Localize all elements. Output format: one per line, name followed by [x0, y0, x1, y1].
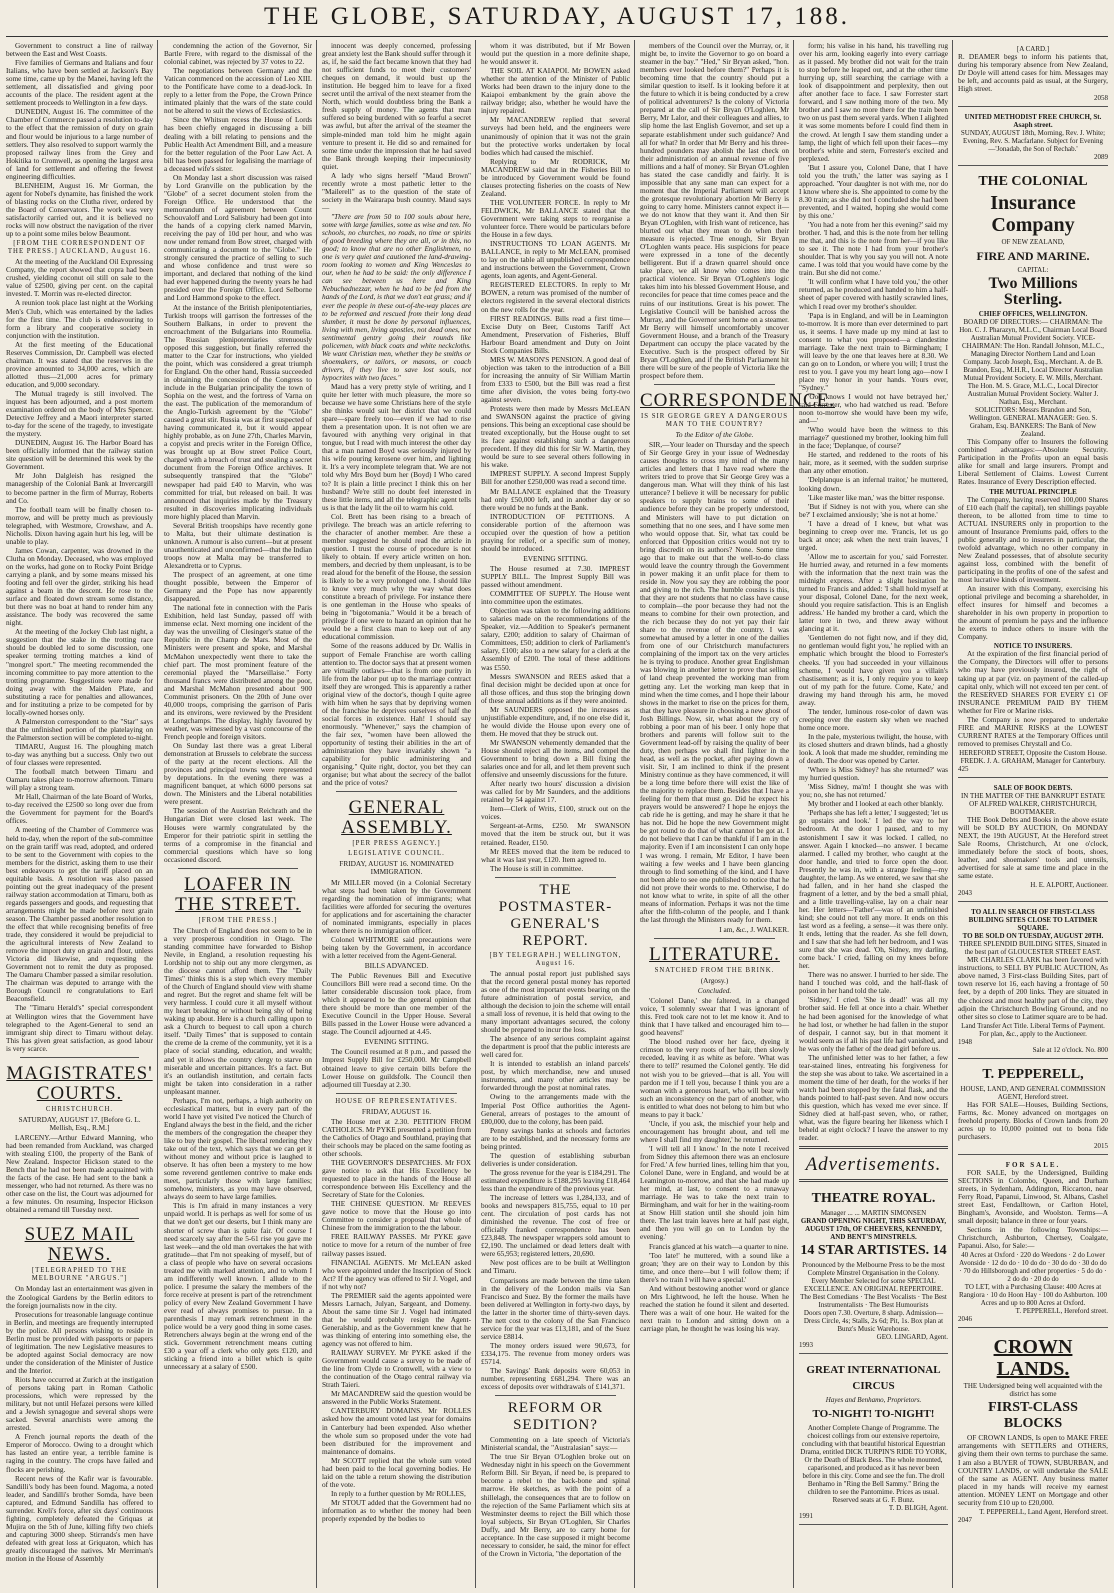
- article-paragraph: The negotiations between Germany and the Vatican commenced on the accession of Leo XIII. to the Pontificate have come to a dead-lock. In reply to a letter from the Pope, the Crown Prince intimated plainly that the wars of the state could not be altered to suit the views of Ecclesiastics.: [164, 66, 312, 116]
- article-paragraph: whom it was distributed, but if Mr Bowen would put the question in a more definite shape, he would answer it.: [481, 41, 630, 67]
- column-6: [799, 42, 948, 1587]
- book-debts-body: THE Book Debts and Books in the above estate will be SOLD BY AUCTION, On MONDAY NEXT, the 19th AUGUST, At the Hereford street Sale Rooms, Christchurch, At one o'clock, immediately before the stock of boots, shoes, leather, and shoemakers' tools and utensils, advertised for sale at same time and place in the same estate.: [958, 814, 1108, 881]
- article-paragraph: Item—Clerk of Writs, £100, struck out on the voices.: [481, 804, 630, 822]
- column-4: [481, 42, 630, 1587]
- article-paragraph: The PREMIER said the agents appointed were Messrs Larnach, Julyan, Sargeant, and Domeny. About the same time Sir J. Vogel had intimated that he would probably resign the Agent-Generalship, and as the Government knew that he was thinking of entering into something else, the agency was not offered to him.: [322, 1290, 471, 1349]
- insurance-body: The Company, having reserved 100,000 Shares of £10 each (half the capital), ten shillings payable thereon, to be allotted from time to time to ACTUAL INSURERS only in proportion to the amount of Insurance Premiums paid, offers to the public generally and to insurers in particular, the twofold advantage, which no other company in New Zealand possesses, that of absolute security against loss, combined with the benefit of participating in the profits of one of the safest and most lucrative kinds of investment.: [958, 494, 1108, 584]
- section-heading: LITERATURE.: [649, 943, 780, 965]
- article-paragraph: Five families of Germans and Italians and four Italians, who have been settled at Jackson's Bay some time, came up by the Manei, having left the settlement, all dissatisfied and giving poor accounts of the place. The resident agent at the settlement proceeds to Wellington in a few days.: [6, 58, 153, 108]
- letter-signature: I am, &c., J. WALKER.: [719, 924, 789, 934]
- article-paragraph: members of the Council over the Murray, or, it might be, to invite the Governor to go on board a steamer in the bay." "Hed," Sir Bryan asked, "hon. members ever looked before them?" Perhaps it is becoming time that the country should put a similar question to itself. Is it looking before it at the future to which it is being conducted by a crew of political adventurers? Is the colony of Victoria prepared at the call of Sir Bryan O'Loghlen, Mr Berry, Mr Lalor, and their colleagues and allies, to slip home the last English Governor, and set up a separate establishment under such guidance? And all for what? In order that Mr Berry and his three-hundred pounders may abolish the last check on their administration of an annual revenue of five millions and a half of money. Sir Bryan O'Loghlen has stated the case candidly and fairly. It is impossible that any sane man can expect for a moment that the Imperial Parliament will accept the grotesque revolutionary abortion Mr Berry is going to carry home. Ministers cannot expect it—we do not know that they want it. And then Sir Bryan O'Loghlen, with Irish want of reticence, has blurted out what they mean to do when their measure is rejected. True enough, Sir Bryan O'Loghlen wants peace. His suspicions for peace were expressed in a tone of the decently belligerent. But if a drawn quarrel should once take place, we all know who comes into the practical violence. Sir Bryan O'Loghlen's logic takes him into his blessed Government House, and reconciles for peace that time comes peace and the ruins of our institutions. Great is his power. The Legislative Council will be banished across the Murray, and the Governor sent home on a steamer. Mr Berry will himself uncomfortably uncover Government House, and a branch of the Treasury Department can occupy the place vacated by the Executive. Such is the prospect offered by Sir Bryan O'Loghlen, and if the British Parliament hit there will be sure of the people of Victoria like the prospect before them.: [640, 41, 789, 380]
- article-paragraph: The absence of any serious complaint against the department is proof that the public interests are well cared for.: [481, 1034, 630, 1060]
- article-paragraph: LARCENY.—Arthur Edward Manning, who had been remanded from Auckland, was charged with stealing £100, the property of the Bank of New Zealand. Inspector Hickson stated to the Bench that he had not been made acquainted with the facts of the case. He had sent to the bank a messenger, who had not returned. As there was no other case on the list, the Court was adjourned for a few minutes. On resuming, Inspector Hickson obtained a remand till Tuesday next.: [6, 1132, 153, 1215]
- article-paragraph: The football team will be finally chosen to-morrow, and will be pretty much as previously telegraphed, with Westmore, Crowshaw, and A. Nicholls. Dixon having again hurt his leg, will be unable to play.: [6, 504, 153, 546]
- section-caption: FRIDAY, AUGUST 16. NOMINATED IMMIGRATION.: [339, 859, 454, 877]
- insurance-solicitors: SOLICITORS: Messrs Brandon and Son, Wellington. GENERAL MANAGER: Geo. S. Graham, Esq. BANKERS: The Bank of New Zealand.: [968, 406, 1098, 439]
- insurance-subtitle: OF NEW ZEALAND,: [1001, 238, 1065, 247]
- section-rule: [799, 1146, 948, 1149]
- masthead-rule: [6, 36, 1108, 37]
- for-sale-signature: T. PEPPERELL, Hereford street.: [1015, 1307, 1108, 1316]
- article-paragraph: The national fete in connection with the Paris Exhibition, held last Sunday, passed off with immense eclat. Next morning one incident of the day was the unveiling of Clesinger's statue of the Republic in the Champ de Mars. Most of the Ministers were present and spoke, and Marshal McMahon unexpectedly went there to take the chief part. The most prominent feature of the ceremonial played the "Marseillaise." Forty thousand francs were distributed among the poor, and Marshal McMahon presented about 900 Communist prisoners. On the 20th of June over 40,000 troops, comprising the garrison of Paris and its environs, were reviewed by the President at Longchamps. The display, highly favoured by weather, was witnessed by a vast concourse of the French people and foreign visitors.: [164, 603, 312, 741]
- article-paragraph: There was no answer. I hurried to her side. The hand I touched was cold, and the half-flask of poison in her hand told the tale.: [799, 970, 948, 996]
- article-paragraph: RAILWAY SURVEY. Mr PYKE asked if the Government would cause a survey to be made of the line from Clyde to Cromwell, with a view to the continuation of the Otago central railway via Strath Taieri.: [322, 1348, 471, 1390]
- article-paragraph: The Savings' Bank deposits were 60,053 in number, representing £681,294. There was an excess of deposits over withdrawals of £141,371.: [481, 1366, 630, 1392]
- circus-agent: T. D. BLIGH, Agent.: [888, 1504, 948, 1513]
- column-7-advertisements: [958, 42, 1108, 1587]
- building-sites-head: TO ALL IN SEARCH OF FIRST-CLASS BUILDING SITES CLOSE TO LATIMER SQUARE.: [968, 908, 1098, 933]
- article-paragraph: Since the Whitsun recess the House of Lords has been chiefly engaged in discussing a bill dealing with a bill relating to pensions and the Public Health Act Amendment Bill, and a measure for the better regulation of the Poor Law Act. A bill has been passed for legalising the marriage of a deceased wife's sister.: [164, 115, 312, 173]
- column-rule: [634, 40, 635, 1588]
- section-caption: SATURDAY, AUGUST 17. [Before G. L. Mellish, Esq., R.M.]: [18, 1114, 141, 1132]
- card-advert-body: R. DEAMER begs to inform his patients that, during his temporary absence from New Zealand, Dr Doyle will attend cases for him. Messages may be left, and accounts paid as usual, at the Surgery, High street.: [958, 52, 1108, 94]
- circus-title: GREAT INTERNATIONAL CIRCUS: [806, 1364, 941, 1393]
- article-paragraph: Messrs SWANSON and REES asked that a final decision might be decided upon at once for all those offices, and thus stop the bringing down of these annual additions as if they were anointed.: [481, 671, 630, 705]
- section-rule: [799, 1179, 948, 1182]
- article-paragraph: INTRODUCTION OF PETITIONS. A considerable portion of the afternoon was occupied over the question of how a petition praying for relief, or a specific sum of money, should be introduced.: [481, 511, 630, 553]
- article-paragraph: The Church of England does not seem to be in a very prosperous condition in Otago. The standing committee have forwarded to Bishop Nevile, in England, a resolution requesting his Lordship not to ship out any more clergymen, as the diocese cannot afford them. The "Daily Times" thinks this is a step which every member of the Church of England should view with shame and regret. But the regret and shame felt will be very harmless. I could cure it all myself without my heart breaking or without being shy of being waking up about. Here is a church calling upon to ask a Church to bequest to call upon a church itself. "Daily Times" that is supposed to contain the creme de la creme of the community, yet it is a place of social standing, education, and wealth; and yet it allows the country clergy to starve on miserable and uncertain pittances. It's a fact. But it's an outlandish institution, and certain facts might be taken into consideration in a rather unpleasant manner.: [164, 925, 312, 1096]
- circus-proprietors: Hayes and Benhamo, Proprietors.: [825, 1396, 922, 1405]
- article-paragraph: MRS W. MASON'S PENSION. A good deal of objection was taken to the introduction of a Bill for increasing the annuity of Sir William Martin from £333 to £500, but the Bill was read a first time after division, the votes being forty-two against seven.: [481, 354, 630, 405]
- article-paragraph: Mr STOUT added that the Government had no information as to whether the money had been properly expended by the bodies to: [322, 1497, 471, 1524]
- article-paragraph: TIMARU, August 16. The ploughing match to-day was anything but a success. Only two out of four classes were represented.: [6, 741, 153, 768]
- article-paragraph: THE SOIL AT KAIAPOI. Mr BOWEN asked whether the attention of the Minister of Public Works had been drawn to the injury done to the Kaiapoi embankment by the grain above the railway bridge; also, whether he would have the injury repaired.: [481, 66, 630, 116]
- article-paragraph: 'Where is Miss Sidney? has she returned?' was my hurried question.: [799, 765, 948, 783]
- section-rule: [336, 1093, 457, 1094]
- church-advert-head: UNITED METHODIST FREE CHURCH, St. Asaph street.: [964, 113, 1102, 130]
- section-rule: [20, 1057, 139, 1058]
- article-paragraph: Government to construct a line of railway between the East and West Coasts.: [6, 41, 153, 59]
- article-paragraph: Mr SWANSON vehemently demanded that the House should reject all the items, and compel the Government to bring down a Bill fixing the salaries once and for all, and let them prevent such offensive and unseemly discussions for the future.: [481, 737, 630, 780]
- section-subheading: [BY TELEGRAPH.] WELLINGTON, August 16.: [489, 951, 622, 967]
- article-paragraph: And without bestowing another word or glance on Mrs Lightwood, he left the house. When he reached the station he found it silent and deserted. There was a wait of one hour. He waited for the next train to London and sitting down on a carriage plan, he thought he was losing his way.: [640, 1283, 789, 1333]
- article-paragraph: The annual postal report just published says that the record general postal money has reported as one of the most important events bearing on the future administration of postal service, and although the decision to join the scheme will entail a small loss of revenue, it is held that owing to the many important advantages secured, the colony should be prepared to incur the loss.: [481, 968, 630, 1035]
- advert-number: 1993: [799, 1341, 813, 1350]
- article-paragraph: Comparisons are made between the time taken in the delivery of the London mails via San Francisco and Suez. By the former the mails have been delivered at Wellington in forty-two days, by the latter in the shorter time of thirty-seven days. The nett cost to the colony of the San Francisco service for the year was £13,181, and of the Suez service £8814.: [481, 1275, 630, 1341]
- article-paragraph: Some of the reasons adduced by Dr. Wallis in support of Female Franchise are worth calling attention to. The doctor says that at present women are virtually outlaws—that is from one purity in life from the labor put up to the marriage contract itself they are wronged. This is apparently a rather original view of the doctor's, though I quite agree with him when he says that by depriving women of the franchise he deprives ourselves of half the social forces in existence. Hah! I should say enormously. "Whenever," says the champion of the fair sex, "women have been allowed the opportunity of testing their abilities in the art of administration they have invariably shown "a capability for public administering and organising." Quite right, doctor, you bet they can organise; but what about the secrecy of the ballot and the price of votes?: [322, 641, 471, 788]
- advert-number: 1948: [958, 1037, 972, 1046]
- insurance-address: HEREFORD STREET, Opposite the Custom House. FREDK. J. A. GRAHAM, Manager for Canterbury.: [959, 748, 1107, 765]
- article-paragraph: 'Too late!' he muttered, with a sound like a groan; 'they are on their way to London by this time, and once there—but I will follow them; if there's no train I will have a special.': [640, 1250, 789, 1284]
- article-paragraph: Mr MACANDREW replied that several surveys had been held, and the engineers were unanimously of opinion that it was not the grain but the protective works undertaken by local bodies which had caused the mischief.: [481, 115, 630, 157]
- insurance-body: This Company offer to Insurers the following combined advantages:—Absolute Security. Participation in the Profits upon an equal basis alike for small and large insurers. Prompt and Liberal Settlement of Claims. Lowest Current Rates. Insurance of Every Description effected.: [958, 437, 1108, 487]
- insurance-board: BOARD OF DIRECTORS:— CHAIRMAN: The Hon. C. J. Pharazyn, M.L.C., Chairman Local Board Australian Mutual Provident Society. VICE-CHAIRMAN: The Hon. Randall Johnson, M.L.C., Managing Director Northern Land and Loan Company. Jacob Joseph, Esq., Merchant. A. de B. Brandon, Esq., M.H.R., Local Director Australian Mutual Provident Society. E. W. Mills, Merchant. The Hon. M. S. Grace, M.L.C., Local Director Australian Mutual Provident Society. Walter J. Nathan, Esq., Merchant.: [959, 318, 1107, 407]
- article-paragraph: The "Timaru Herald's" special correspondent at Wellington wires that the Government have telegraphed to the Agent-General to send an immigrant ship direct to Timaru without delay. This has given great satisfaction, as good labour is very scarce.: [6, 1003, 153, 1053]
- church-advert: [958, 110, 1108, 166]
- advert-number: 1991: [799, 1512, 813, 1521]
- article-paragraph: 'Miss Sidney, ma'm! I thought she was with you; no, she has not returned.': [799, 782, 948, 800]
- article-paragraph: New post offices are to be built at Wellington and Timaru.: [481, 1258, 630, 1276]
- article-paragraph: 'Like master like man,' was the bitter response.: [808, 492, 945, 502]
- article-paragraph: CANTERBURY DOMAINS. Mr ROLLES asked how the amount voted last year for domains in Canterbury had been expended. Also whether the whole sum so proposed under the vote had been distributed for the improvement and maintenance of domains.: [322, 1406, 471, 1456]
- article-paragraph: The football match between Timaru and Oamaru takes place to-morrow afternoon. Timaru will play a strong team.: [6, 767, 153, 793]
- article-paragraph: Replying to Mr RODRICK, Mr MACANDREW said that in the Fisheries Bill to be introduced by Government would be found clauses protecting fisheries on the coasts of New Zealand.: [481, 156, 630, 198]
- article-paragraph: 'I have a dread of I knew, but what was beginning to creep over me. 'Francis, let us go back at once; ask when the next train leaves,' I urged.: [799, 518, 948, 552]
- dateline: [FROM THE CORRESPONDENT OF THE PRESS.] AUCKLAND, August 16.: [7, 240, 152, 256]
- advert-number: 425: [958, 764, 969, 773]
- insurance-title-2: Insurance Company: [990, 192, 1076, 237]
- article-paragraph: Mr SCOTT replied that the whole sum voted had been paid to the local governing bodies. He laid on the table a return showing the distribution of the vote.: [322, 1455, 471, 1489]
- advert-number: 2015: [1094, 1141, 1108, 1150]
- section-caption: Concluded.: [697, 986, 732, 996]
- article-paragraph: The tender, luminous rose-color of dawn was creeping over the eastern sky when we reached home once more.: [799, 706, 948, 732]
- section-caption: (Argosy.): [700, 976, 729, 986]
- building-sites-sale: Sale at 12 o'clock. No. 800: [1032, 1045, 1108, 1054]
- book-debts-advert: [958, 781, 1108, 902]
- article-paragraph: Owing to the arrangements made with the Imperial Post Office authorities the Agent-General, arrears of postages to the amount of £80,000, due to the colony, has been paid.: [481, 1092, 630, 1126]
- article-paragraph: THE VOLUNTEER FORCE. In reply to Mr FELDWICK, Mr BALLANCE stated that the Government were taking steps to reorganise a volunteer force. There would be particulars before the House in a few days.: [481, 197, 630, 240]
- article-paragraph: The Mutual tragedy is still involved. The inquest has been adjourned, and a post mortem examination ordered on the body of Mrs Spencer. Detective Jeffrey and a Maori interpreter started to-day for the scene of the tragedy, to investigate the mystery.: [6, 388, 153, 439]
- for-sale-advert: [958, 1158, 1108, 1328]
- article-paragraph: A Palmerston correspondent to the "Star" says that the unfinished portion of the platelaying on the Palmerston section will be completed to-night.: [6, 716, 153, 742]
- article-paragraph: 'Papa is in England, and will be in Leamington to-morrow. It is more than ever determined to part us, it seems. I have made up my mind at last to consent to what you proposed—a clandestine marriage. Take the next train to Birmingham; I will leave by the one that leaves here at 8.30. We can go on to London, or where you will; I trust the rest to you. I gave you my heart long ago—now I place my honor in your hands. Yours ever, "Sydney.": [799, 310, 948, 392]
- book-debts-head: SALE OF BOOK DEBTS.: [993, 783, 1073, 792]
- insurance-mutual-heading: THE MUTUAL PRINCIPLE: [989, 487, 1077, 496]
- for-sale-let: TO LET, with a Purchasing Clause: 400 Acres at Rangiora · 10 do Hoon Hay · 100 do Ashburton. 100 Acres and up to 800 Acres at Oxford.: [959, 1283, 1107, 1308]
- article-paragraph: He started, and reddened to the roots of his hair, more, as it seemed, with the sudden surprise than any other emotion.: [799, 450, 948, 476]
- insurance-body: An insurer with this Company, exercising his optional privilege and becoming a shareholder, in effect insures for himself and becomes a shareholder in his own property in proportion to the amount of premium he pays and the influence he exerts to induce others to insure with the Company.: [958, 584, 1108, 642]
- article-paragraph: Francis glanced at his watch—a quarter to nine.: [649, 1241, 789, 1251]
- for-sale-body: Sections in the following Townships:—Christchurch, Ashburton, Chertsey, Coalgate, Papanui. Also, for Sale:—: [958, 1225, 1108, 1251]
- section-heading: GENERAL ASSEMBLY.: [341, 797, 452, 839]
- article-paragraph: After nearly two hours' discussion a division was called for by Mr Saunders, and the additions retained by 54 against 17.: [481, 779, 630, 805]
- section-subheading: [TELEGRAPHED TO THE MELBOURNE "ARGUS."]: [31, 1267, 128, 1283]
- section-rule: [178, 868, 298, 869]
- article-paragraph: THE CHINESE QUESTION. Mr REEVES gave notice to move that the House go into Committee to consider a proposal that whole of Chinese from the immigration to the the labour.: [322, 1199, 471, 1233]
- section-caption: EVENING SITTING.: [364, 1037, 429, 1047]
- theatre-stars: 14 STAR ARTISTES. 14: [800, 1243, 947, 1259]
- article-paragraph: The House resumed at 7.30. IMPREST SUPPLY BILL. The Imprest Supply Bill was passed without amendment.: [481, 563, 630, 590]
- section-caption: FRIDAY, AUGUST 16.: [361, 1106, 432, 1116]
- theatre-manager: Manager ... ... MARTIN SIMONSEN: [820, 1209, 927, 1218]
- article-paragraph: 'But I assure you, Colonel Dane, that I have told you the truth,' the latter was saying as I approached. 'Your daughter is not with me, nor do I know where she is. She appointed to come by the 8.30 train; as she did not I concluded she had been prevented, and I waited, hoping she would come by this one.': [799, 162, 948, 220]
- column-1: [6, 42, 153, 1587]
- crown-lands-first-class: FIRST-CLASS BLOCKS: [988, 1400, 1078, 1432]
- article-paragraph: SIR,—Your leader on Thursday and the speech of Sir George Grey in your issue of Wednesday causes thoughts to cross my mind of the many articles and letters that I have read where the writers tried to prove that Sir George Grey was a dangerous man. What will they think of his last utterance? I believe it will be necessary for public speakers to supply brains to some of their audience before they can be properly understood, and Ministers will have to put dictation on something that no one sees, and I have some men who would oppose that. Sir, what tax could be enforced that Opposition critics would not try to bring discredit on its authors? None. Some time ago that to make out that the well-to-do class would leave the country through the Government in power making it an unfit place for them to reside in. Now you say they are robbing the poor and giving to the rich. The humble cousins is this, that they are not students that no class have cause to complain—the poor because they had not the means to combine for their own protection, and the rich because they do not yet pay their fair share to the revenue of the country. I was somewhat amused by a letter in one of the dailies from one of our Christchurch manufacturers complaining of the import tax on the very articles he is trying to produce. Another great Englishman was blowing in another letter to prove that selling of land cheap prevented the working man from getting any. Let the working man keep that in mind when the time comes, and I hope their labour shows in the market to rise on the prices for them, that they have pleasure in choosing a new ghost of Josh Billings. Now, sir, what about the cry of robbing a poor man of his beer. I only hope that brothers and parents will follow suit to the Government lead-off by raising the quality of beer duty, then perhaps we shall find lighter in the head, as well as the pocket, after paying down a visit. Sir, I am inclined to think if the present Ministry continue as they have commenced, it will be a long time before there will exist the like of the majority to replace them. Besides that I have a feeling for them that must go. Did he expect his prayers would be answered? I hope he enjoys the cab ride he is getting, and may he share it that he has not. Did he hope the new Government might be got round to do that of what cannot be got at. I do not believe that I can be thankful if I am in the majority. Even if I am inconsistent I can only hope I was wrong. I remain, Mr Editor, I have been waiting a few weeks and I have been glancing through to find something of the kind, and I have not been able to see one published to notice that he did not prove their words to me. Otherwise, I do not know what to write, in spite of all the other means of information. Perhaps it was not the time after the fifth-column of the people, and I thank the last through the Ministers ready for them.: [640, 440, 789, 924]
- column-rule: [475, 40, 476, 1588]
- theatre-agent: GEO. LINGARD, Agent.: [876, 1333, 948, 1342]
- article-paragraph: On Monday last a short discussion was raised by Lord Granville on the publication by the "Globe" of a secret document stolen from the Foreign Office. He understood that the memorandum of agreement between Count Schouvaloff and Lord Salisbury had been got into the hands of a copying clerk named Marvin, receiving the pay of 10d per hour, and who was now under remand from Bow street, charged with communicating a document to the "Globe." He strongly censured the practice of selling to such and whose confidence and trust were so important, and declared that nothing of the kind had ever happened during the twenty years he had presided over the Foreign Office. Lord Selborne and Lord Hammond spoke to the effect.: [164, 172, 312, 303]
- article-paragraph: The Public Revenues Bill and Executive Councillors Bill were read a second time. On the latter considerable discussion took place, from which it appeared to be the general opinion that there should be more than one member of the Executive Council in the Upper House. Several Bills passed in the Lower House were advanced a stage. The Council adjourned at 4.45.: [322, 971, 471, 1037]
- article-paragraph: The blood rushed over her face, dyeing it crimson to the very roots of her hair, then slowly receded, leaving it as white as before. 'What was there to tell?' resumed the Colonel gently. 'He did not wish you to be grieved—that is all. You will pardon me if I tell you, because I think you are a woman with a generous heart, who will bear with such an inconsistency on the part of another, who is entitled to what does not belong to him but who means to pay it back.': [640, 1037, 789, 1119]
- article-paragraph: The money orders issued were 90,673, for £334,175. The revenue from money orders was £5714.: [481, 1340, 630, 1366]
- article-paragraph: On Monday last an entertainment was given in the Zoological Gardens by the Berlin editors to the foreign journalists now in the city.: [6, 1284, 153, 1310]
- article-paragraph: REGISTERED ELECTORS. In reply to Mr BOWEN, a return was promised of the number of electors registered in the several electoral districts on the new rolls for the year.: [481, 280, 630, 314]
- article-paragraph: It is intended to establish an inland parcels' post, by which merchandise, new and unused instruments, and many other articles may be forwarded through the post at nominal rates.: [481, 1059, 630, 1093]
- article-paragraph: Protests were then made by Messrs McLEAN and SWANSON against the practice of giving pensions. This being an exceptional case should be treated exceptionally, but the House ought to set its face against establishing such a dangerous precedent. If they did this for Sir W. Martin, they would be sure to see several others following in his wake.: [481, 404, 630, 470]
- building-sites-body: MR CHARLES CLARK has been favored with instructions, to SELL BY PUBLIC AUCTION, As above named, 3 First-class Building Sites, part of town reserve lot 16, each having a frontage of 50 feet, by a depth of 200 links. They are situated in the choicest and most healthy part of the city, they adjoin the Christchurch Bowling Ground, and no other sites so close to Latimer square are to be had.: [958, 955, 1108, 1021]
- article-paragraph: 'Sidney,' I cried. 'She is dead!' was all my brother said. He fell at once into a chair. Whether he had been agonised for the knowledge of what he had lost, or whether he had fallen in the stupor of despair, I cannot say, but in that moment it would seem as if all his past life had vanished, and he was only the father of the dead girl before us.: [799, 995, 948, 1053]
- section-rule: [495, 877, 616, 878]
- article-paragraph: 'It will confirm what I have told you,' the other returned, as he produced and handed to him a half-sheet of paper covered with hastily scrawled lines, which I read over my brother's shoulder.: [799, 277, 948, 311]
- section-subheading: [PER PRESS AGENCY.]: [352, 840, 441, 848]
- article-paragraph: In the pale, mysterious twilight, the house, with its closed shutters and drawn blinds, had a ghostly look. A look that made me shudder, reminding me of death. The door was opened by Carter.: [799, 731, 948, 766]
- pepperell-advert: [958, 1062, 1108, 1155]
- article-paragraph: Mr MACANDREW said the question would be answered in the Public Works Statement.: [322, 1389, 471, 1407]
- article-paragraph: A French journal reports the death of the Emperor of Morocco. Owing to a drought which has lasted an entire year, a terrible famine is raging in the country. The crops have failed and flocks are perishing.: [6, 1432, 153, 1474]
- crown-lands-advert: [958, 1331, 1108, 1527]
- article-paragraph: COMMITTEE OF SUPPLY. The House went into committee upon the estimates.: [481, 589, 630, 607]
- pepperell-sub: HOUSE, LAND, AND GENERAL COMMISSION AGENT, Hereford street.: [960, 1084, 1106, 1101]
- article-paragraph: At the instance of the British plenipotentiaries, Turkish troops will garrison the fortresses of the Southern Balkans, in order to prevent the encroachment of the Bulgarians into Roumelia. The Russian plenipotentiaries strenuously opposed this suggestion, but finally referred the matter to the Czar for instructions, who yielded the point, which was considered a great triumph for England. On the other hand, Russia succeeded in obtaining the concession of the Congress to include in the Bulgarian principality the town of Sophia on the west, and the fortress of Varna on the east. The publication of the memorandum of the Anglo-Turkish agreement by the "Globe" caused a great stir. Russia was at first suspected of having communicated it, but it would appear highly probable, as on June 27th, Charles Marvin, a copyist and precis writer in the Foreign Office, was brought up at Bow street Police Court, charged with a breach of trust and stealing a secret document from the Foreign Office archives. It subsequently transpired that the "Globe" newspaper had paid £40 to Marvin, who was committed for trial, but released on bail. It was announced that inquiries made by the Treasury resulted in discoveries implicating individuals more highly placed than Marvin.: [164, 302, 312, 521]
- article-paragraph: 'Allow me to ascertain for you,' said Forrester. He hurried away, and returned in a few moments with the information that the next train was the midnight express. After a slight hesitation he turned to Francis and added: 'I shall hold myself at your disposal, Colonel Dane, for the next week, should you require satisfaction. This is an English address.' He handed my brother a card, which the latter tore in two, and threw away without glancing at it.: [799, 551, 948, 634]
- article-paragraph: Mr John Dalgleish has resigned the managership of the Colonial Bank at Invercargill to become partner in the firm of Murray, Roberts and Co.: [6, 471, 153, 505]
- building-sites-advert: [958, 905, 1108, 1058]
- section-heading: LOAFER IN THE STREET.: [175, 873, 301, 915]
- article-paragraph: A meeting of the Chamber of Commerce was held to-day, when the report of the sub-committee on the grain tariff was read, adopted, and ordered to be sent to the Government with copies to the members for the district, asking them to use their best endeavours to get the tariff placed on an equitable basis. A resolution was also passed pointing out the great inadequacy of the present railway station accommodation at Timaru, both as regards passengers and goods, and requesting that arrangements might be made before next grain season. The Chamber passed another resolution to the effect that while recognising benefits of free trade, they considered it would be prejudicial to the agricultural interests of New Zealand to remove the import duty on grain and flour, unless Victoria did likewise, and requesting the Government not to remit the duty as proposed. The Oamaru Chamber passed a similar resolution. The chairman was deputed to arrange with the Borough Council re congratulations to Earl Beaconsfield.: [6, 825, 153, 1004]
- theatre-subtitle: GRAND OPENING NIGHT, THIS SATURDAY, AUGUST 17th, OF CHEEVERS, KENNEDY, AND BENT'S MINSTRELS.: [800, 1217, 947, 1242]
- building-sites-sub2: THREE SPLENDID BUILDING SITES, Situated in the best part of GLOUCESTER STREET EAST.: [959, 940, 1107, 957]
- article-paragraph: BLENHEIM, August 16. Mr Gorman, the agent for Nobel's dynamite, has finished the work of blasting rocks on the Clutha river, ordered by the Board of Conservators. The work was very satisfactorily carried out, and it is believed no rocks will now obstruct the navigation of the river up to a point some miles below Beaumont.: [6, 180, 153, 239]
- theatre-title: THEATRE ROYAL.: [811, 1191, 936, 1207]
- article-paragraph: Objection was taken to the following additions to salaries made on the recommendations of the Speaker, viz.—Addition to Speaker's permanent salary, £200; addition to salary of Chairman of Committees, £50; addition to clerk of Parliament's salary, £100; also to a new salary for a clerk at the Assembly of £200. The total of these additions was £550.: [481, 606, 630, 672]
- article-paragraph: My brother and I looked at each other blankly.: [808, 799, 944, 809]
- insurance-advert: [958, 169, 1108, 778]
- theatre-doors: Doors open 7.30. Overture, 8 sharp. Admission—Dress Circle, 4s; Stalls, 2s 6d; Pit, 1s. Box plan at Bunz's Music Warehouse.: [803, 1309, 944, 1334]
- article-paragraph: 'Colonel Dane,' she faltered, in a changed voice, 'I solemnly swear that I was ignorant of this. Fred took care not to let me know it. And to think that I have talked and encouraged him to—good heavens!': [640, 996, 789, 1038]
- article-paragraph: condemning the action of the Governor, Sir Bartle Frere, with regard to the dismissal of the colonial cabinet, was rejected by 37 votes to 22.: [164, 41, 312, 67]
- article-paragraph: The Council resumed at 8 p.m., and passed the Imprest Supply Bill for £250,000. Mr Campbell obtained leave to give certain bills before the Lower House on guildsfolk. The Council then adjourned till Tuesday at 2.30.: [322, 1047, 471, 1089]
- column-rule: [952, 40, 953, 1588]
- article-paragraph: A reunion took place last night at the Working Men's Club, which was entertained by the ladies for the first time. The club is endeavouring to form a library and cooperative society in conjunction with the institution.: [6, 298, 153, 340]
- column-3: [322, 42, 471, 1587]
- article-paragraph: INSTRUCTIONS TO LOAN AGENTS. Mr BALLANCE, in reply to Mr McLEAN, promised to lay on the table all unpublished correspondence and instructions between the Government, Crown agents, loan agents, and Agent-General.: [481, 239, 630, 281]
- advert-number: 2058: [1094, 94, 1108, 103]
- article-paragraph: IMPREST SUPPLY. A second Imprest Supply Bill for another £250,000 was read a second time.: [481, 469, 630, 487]
- pepperell-body: Has FOR SALE—Houses, Building Sections, Farms, &c. Money advanced on mortgages on freehold property. Blocks of Crown lands from 20 acres up to 10,000 pointed out to bona fide purchasers.: [958, 1099, 1108, 1141]
- card-advert-head: [A CARD.]: [1016, 45, 1050, 53]
- article-paragraph: In reply to a further question by Mr ROLLES,: [331, 1488, 466, 1498]
- article-paragraph: 'You had a note from her this evening?' said my brother. 'I had, and this is the note from her telling me that, and this is the note from her—if you like to see it. The note I had from your brother's shoulder. That is why you say you will not. A note came. I was told that you would have come by the train. But she did not come.': [799, 220, 948, 278]
- article-paragraph: 'Perhaps she has left a letter,' I suggested; 'let us go upstairs and look.' I led the way to her bedroom. At the door I paused, and to my astonishment I saw it was locked. I called, no answer. Again I knocked—no answer. I became alarmed. I called my brother, who caught at the door handle, and tried to force open the door. Presently he was in, with a strange feeling—my daughter, the lamp. As we entered, we saw that she had fallen, and in her hand she clasped the fragment of a letter, and by the bed a small phial, and a little travelling-valise, lay on a chair near her. Her letters—'Father'—was of an unfinished kind; she could not tell any more. It ends on this last word as a feeling, a sense—it was there only. It ends, letting that the reader. As she fell down, and I saw that she had left her bedroom, and I was sure that she was dead. 'Oh, Sidney, my darling, come back.' I cried, falling on my knees before her.: [799, 808, 948, 971]
- section-subheading: HOUSE OF REPRESENTATIVES.: [335, 1097, 458, 1105]
- section-rule: [336, 791, 457, 792]
- article-paragraph: At the meeting of the Auckland Oil Expressing Company, the report showed that copra had been crushed, yielding coconut oil still on sale to the value of £2500, giving per cent. on the capital invested. T. Morrin was re-elected director.: [6, 257, 153, 299]
- article-paragraph: On Sunday last there was a great Liberal demonstration at Brussels to celebrate the success of the party at the recent elections. All the provinces and principal towns were represented by deputations. In the evening there was a magnificent banquet, at which 6000 persons sat down. The Ministers and the Liberal notabilities were present.: [164, 741, 312, 807]
- column-2: [164, 42, 312, 1587]
- section-subheading: CHRISTCHURCH.: [45, 1105, 114, 1113]
- section-subheading: LEGISLATIVE COUNCIL.: [348, 850, 445, 858]
- article-paragraph: The true Sir Bryan O'Loghlen broke out on Wednesday night in his speech on the Government Reform Bill. Sir Bryan, if need be, is prepared to become a rebel to the back-bone and spinal marrow. He sketches, as with the point of a shillelagh, the consequences that are to follow on the rejection of the Same Parliament which sits at Westminster deems to reject the Bill which those loyal subjects, Sir Bryan O'Loghlen, Sir Charles Duffy, and Mr Berry, are to carry home for acceptance. In the case supposed it might become necessary to consider, he said, the minor for effect of the Crown in Victoria, "the deportation of the: [481, 1452, 630, 1558]
- article-paragraph: A lady who signs herself "Maud Brown" recently wrote a most pathetic letter to the "Mailerell" as to the question of the state of society in the Wairarapa bush country. Maud says—: [322, 170, 471, 212]
- article-paragraph: 'God knows I would not have betrayed her,' said Forrester, who had watched us read. 'Before noon to-morrow she would have been my wife, and—': [799, 392, 948, 426]
- insurance-fire-marine: FIRE AND MARINE.: [976, 249, 1090, 264]
- article-paragraph: The question of establishing suburban deliveries is under consideration.: [481, 1150, 630, 1168]
- for-sale-head: FOR SALE.: [1005, 1160, 1061, 1169]
- article-paragraph: James Cowan, carpenter, was drowned in the Clutha on Monday. Deceased, who was employed on the works, had gone on to Rocky Point Bridge carrying a plank, and by some means missed his footing and fell over the girder, striking his head against a beam in the descent. He rose to the surface and floated down stream some distance, but there was no boat at hand to render him any assistance. The body was recovered the same night.: [6, 545, 153, 628]
- article-paragraph: 'Who would have been the witness to this marriage?' questioned my brother, looking him full in the face; 'Deplanque, of course?': [799, 425, 948, 451]
- crown-lands-body: OF CROWN LANDS, Is open to MAKE FREE arrangements with SETTLERS and OTHERS, giving them their own terms to purchase the same. I am also a BUYER of TOWN, SUBURBAN, and COUNTRY LANDS, or will undertake the SALE of the same as AGENT. Any business matter placed in my hands will receive my earnest attention. MONEY LENT on Mortgage and other security from £10 up to £20,000.: [958, 1433, 1108, 1507]
- article-paragraph: The session of the Austrian Reichrath and the Hungarian Diet were closed last week. The Houses were warmly congratulated by the Emperor for their patriotic spirit in settling the terms of a compromise in the financial and commercial questions which have so long occasioned discord.: [164, 806, 312, 864]
- pepperell-title: T. PEPPERELL,: [982, 1066, 1084, 1082]
- advert-number: 2047: [958, 1515, 972, 1524]
- article-paragraph: At the meeting of the Jockey Club last night, a suggestion that the stake in the trotting race should be doubled led to some discussion, one speaker terming trotting matches a kind of "mongrel sport." The meeting recommended the incoming committee to pay more attention to the trotting programme. Suggestions were made for doing away with the Maiden Plate, and substituting a race for penalties and allowances, and for instituting a prize to be competed for by locally-owned horses only.: [6, 627, 153, 717]
- article-paragraph: Recent news of the Kafir war is favourable. Sandilli's body has been found. Magoma, a noted leader, and Sandilli's brother Somda, have been captured, and Edmund Sandilla has offered to surrender. Kreli's force, after six days' continuous fighting, completely defeated the Griquas at Mujira on the 5th of June, killing fifty two chiefs and capturing 3000 sheep. Stirrands's men have defeated with great loss at Griquaton, which has greatly discouraged the natives. Mr Merriman's motion in the House of Assembly: [6, 1473, 153, 1564]
- section-heading: MAGISTRATES' COURTS.: [6, 1062, 153, 1104]
- for-sale-body: FOR SALE, by the Undersigned, Building SECTIONS in Colombo, Queen, and Durham streets, in Sydenham, Addington, Riccarton, near Ferry Road, Papanui, Linwood, St. Albans, Cashel street East, Fendalltown, or Carlton Hotel, Bingham's, Avonside, and Woolston. Terms—A small deposit; balance in three or four years.: [958, 1167, 1108, 1226]
- section-heading: THE POSTMASTER-GENERAL'S REPORT.: [498, 881, 613, 949]
- article-paragraph: 'Uncle, if you ask, the mischief your help and encouragement has brought about, and tell me where I shall find my daughter,' he returned.: [640, 1118, 789, 1144]
- section-subheading: SNATCHED FROM THE BRINK.: [654, 966, 775, 974]
- section-rule: [495, 1395, 616, 1396]
- article-paragraph: THE GOVERNOR'S DESPATCHES. Mr FOX gave notice to ask that His Excellency be requested to place in the hands of the House all correspondence between His Excellency and the Secretary of State for the Colonies.: [322, 1158, 471, 1200]
- theatre-advert: [799, 1186, 948, 1354]
- book-debts-sub: IN THE MATTER OF THE BANKRUPT ESTATE OF ALFRED WALKER, CHRISTCHURCH, BOOTMAKER.: [960, 791, 1106, 816]
- article-paragraph: Colonel WHITMORE said precautions were being taken by the Government, in accordance with a letter received from the Agent-General.: [322, 934, 471, 960]
- article-paragraph: "There are from 50 to 100 souls about here, some with large families, some as wise and ten. No schools, no churches, no roads, no time or spirits of good breeding where they are all, or in this, no good; to know that are no other Englishmen, no one is very quiet and cautioned the land-drawing-room looking to women and King Wenceslas to our, when he had to be said: the only difference I can see between us here and King Nebuchadnezzar, when he had to be fed from the hands of the Lord, is that we don't eat grass; and if ever the people in these out-of-the-way places are to be reformed and rescued from their long dead slumber, it must be done by personal influences, living with men, living apostles, not dead ones, not sentimental gentry going their rounds like policemen, with black coats and white neckcloths. We want Christian men, whether they be smiths or shoemakers, or tailors, or masons, or coach drivers, if they live to save lost souls, not hypocrites with two faces.": [322, 211, 471, 382]
- theatre-body: Pronounced by the Melbourne Press to be the most Complete Minstrel Organisation in the Colony. Every Member Selected for some SPECIAL EXCELLENCE. AN ORIGINAL REPERTOIRE. The Best Comedians · The Best Vocalists · The Best Instrumentalists · The Best Humourists: [800, 1261, 947, 1310]
- article-paragraph: innocent was deeply concerned, professing great anxiety lest the Bank should suffer through it as, if, he said the fact became known that they had not sufficient funds to meet their customers' cheques on demand, it would bust up the institution. He begged him to leave for a fixed secret until the arrival of the next steamer from the North, which would doubtless bring the Bank a fresh supply of money. The agents that man suffered so being burdened with so fearful a secret was awful, but after the arrival of the steamer the simple-minded man told him he might again venture to present it. He did so and remained for some time under the impression that he had saved the Bank through keeping their impecuniosity quiet.: [322, 41, 471, 171]
- article-paragraph: Mr SAUNDERS opposed the increases as unjustifiable expenditure, and, if no one else did it, he would divide the House upon every one of them. He moved that they be struck out.: [481, 704, 630, 738]
- advert-number: 2043: [958, 889, 972, 898]
- article-paragraph: Mr REES moved that the item be reduced to what it was last year, £120. Item agreed to.: [481, 846, 630, 864]
- column-rule: [316, 40, 317, 1588]
- article-paragraph: The gross revenue for the year is £184,291. The estimated expenditure is £188,295 leaving £18,464 less than the expenditure of the previous year.: [481, 1167, 630, 1193]
- church-advert-body: SUNDAY, AUGUST 18th, Morning, Rev. J. White; Evening, Rev. S. Macfarlane. Subject for Evening—'Jonadab, the Son of Rechab.': [960, 129, 1106, 154]
- article-paragraph: The House is still in committee.: [490, 863, 584, 873]
- card-advert: [958, 42, 1108, 107]
- article-paragraph: FIRST READINGS. Bills read a first time—Excise Duty on Beer, Customs Tariff Act Amendment, Preservation of Fisheries, Bluff Harbour Board amendment and Duty on Joint Stock Companies Bills.: [481, 313, 630, 355]
- insurance-offices: CHIEF OFFICES, WELLINGTON.: [978, 310, 1088, 319]
- article-paragraph: DUNEDIN, August 16. The Harbor Board has been officially informed that the railway station site question will be determined this week by the Government.: [6, 438, 153, 472]
- article-paragraph: Maud has a very pretty style of writing, and I quite her letter with much pleasure, the more so because we have some Christians here of the style she thinks would suit her district that we could spare—spare freely too—even if we had to rise them a presentation upon. It is not often we are favoured with anything very original in that tongue, but I read with much interest the other day that a man named Boyd was seriously injured by his wife pouring kerosene over him, and lighting it. It's a very incomplete telegram that. We are not told why Mrs Boyd burn her (Boyd) I Who cared to? It is plain a little precinct I think this on her husband? We're still no doubt feel interested in these little items, and all the telegraphic agent tells us is that the lady lit the oil to warm his cold.: [322, 381, 471, 512]
- section-heading: SUEZ MAIL NEWS.: [24, 1224, 135, 1266]
- crown-lands-title: CROWN LANDS.: [993, 1336, 1073, 1381]
- column-rule: [157, 40, 158, 1588]
- article-paragraph: 'Delplanque is an infernal traitor,' he muttered, looking down.: [799, 475, 948, 493]
- article-paragraph: DUNEDIN, August 16. The committee of the Chamber of Commerce passed a resolution to-day to the effect that the remission of duty on grain and flour would be injurious to a large number of settlers. They also resolved to support warmly the proposed railway lines from the Grey and Hokitika to Cromwell, as opening the largest area of land for settlement and offering the fewest engineering difficulties.: [6, 107, 153, 181]
- column-rule: [793, 40, 794, 1588]
- article-paragraph: Mr Hall, Chairman of the late Board of Works, to-day received the £2500 so long over due from the Government for payment for the Board's offices.: [6, 792, 153, 826]
- article-paragraph: FINANCIAL AGENTS. Mr McLEAN asked who were appointed under the Inscription of Stock Act? If the agency was offered to Sir J. Vogel, and if not why not?: [322, 1257, 471, 1291]
- section-rule: [654, 384, 775, 385]
- article-paragraph: The unfinished letter was to her father, a few tear-stained lines, entreating his forgiveness for the step she was about to take. We ascertained in a moment the time of her death, for the works if her watch had been stopped by the fatal flask, and the hands pointed to half-past seven. And now occurs this question, which has vexed me ever since. If Sidney died at half-past seven, who, or rather, what, was the figure bearing her likeness which I beheld at eight o'clock? I leave the answer to my reader.: [799, 1052, 948, 1143]
- advertisements-heading: Advertisements.: [805, 1154, 942, 1176]
- article-paragraph: This is I'm afraid in many instances a very unpaid world. It is perhaps as well for some of us that we don't get our deserts, but I think many are shorter of screw than is quite fair. Of course I need scarcely say after the 5-61 rise you gave me last week—and the old man overtakes the hat with gratitude—that I'm not speaking of myself, but of a class of people who have on several occasions treated me with marked attention, and to whom I am indifferently well known. I allude to the police. I presume the salary the members of the force receive at present is part of the retrenchment policy of every New Zealand Government I have ever read of always promises to pursue. In a parenthesis I may remark retrenchment in the police would be a very good thing in some cases. Retrenchers always begin at the wrong end of the stick. Government retrenchment means cutting £30 a year off a clerk who only gets £120, and sticking a friend into a billet which is quite unnecessary at a salary of £500.: [164, 1201, 312, 1372]
- article-paragraph: The increase of letters was 1,284,133, and of books and newspapers 815,755, equal to 10 per cent. The circulation of post cards has not diminished the revenue. The cost of free or officially franked correspondence has been £23,848. The newspaper wrappers sold amount to £2,190. The unclaimed or dead letters dealt with were 65,953; registered letters, 20,690.: [481, 1193, 630, 1259]
- insurance-notice-heading: NOTICE TO INSURERS.: [993, 642, 1073, 651]
- building-sites-terms: Land Transfer Act Title. Liberal Terms of Payment. For plan, &c., apply to the Auctioneer.: [961, 1021, 1105, 1038]
- article-paragraph: The House met at 2.30. PETITION FROM CATHOLICS. Mr PYKE presented a petition from the Catholics of Otago and Southland, praying that their schools may be placed on the same footing as other schools.: [322, 1116, 471, 1158]
- article-paragraph: 'Gentlemen do not fight now, and if they did, no gentleman would fight you,' he replied with an emphatic which brought the blood to Forrester's cheeks. 'If you had succeeded in your villainous scheme, I would have given you a villain's chastisement; as it is, I only require you to keep out of my path for the future. Come, Kate,' and drawing my hand through his arm, he moved away.: [799, 633, 948, 707]
- section-subheading: IS SIR GEORGE GREY A DANGEROUS MAN TO THE COUNTRY?: [640, 412, 788, 429]
- section-heading: CORRESPONDENCE.: [640, 389, 835, 411]
- building-sites-sub: TO BE SOLD ON TUESDAY, AUGUST 20TH.: [962, 932, 1104, 941]
- insurance-title-1: THE COLONIAL: [978, 174, 1088, 190]
- advert-number: 2089: [1094, 153, 1108, 162]
- section-caption: To the Editor of the Globe.: [675, 430, 754, 440]
- advert-number: 2046: [958, 1315, 972, 1324]
- book-debts-signature: H. E. ALPORT, Auctioneer.: [1030, 881, 1108, 890]
- insurance-capital-label: CAPITAL:: [1017, 266, 1049, 275]
- article-paragraph: 'I will tell all I know.' In the note I received from Sidney this afternoon there was an enclosure for Fred.' A few hurried lines, telling him that you, Colonel Dane, were in England, and would be at Leamington to-morrow, and that she had made up her mind, at last, to consent to a runaway marriage. He was to take the next train to Birmingham, and wait for her in the waiting-room at Snow Hill station until she should join him there. The last train leaves here at half past eight, and then you will go on to London by the evening.': [640, 1143, 789, 1242]
- section-rule: [654, 938, 775, 939]
- article-paragraph: Mr MILLER moved (in a Colonial Secretary what steps had been taken by the Government regarding the nomination of immigrants; what facilities were afforded for securing the overtures for applications and for ascertaining the character of nominated immigrants, especially in places where there is no immigration officer.: [322, 877, 471, 935]
- article-paragraph: form; his valise in his hand, his travelling rug over his arm, looking eagerly into every carriage as it passed. My brother did not wait for the train to stop before he leaped out, and at the other time hurrying up, still searching the carriage with a look of disappointment and perplexity, then out after another face to face. I saw Forrester start forward, and I saw nothing more of the two. My brother and I saw no more there for the train been two on us past them several yards. When I alighted it was some moments before I could find them in the crowd. At length I saw them standing under a lamp, the light of which fell upon their faces—my brother's white and stern, Forrester's excited and perplexed.: [799, 41, 949, 163]
- article-paragraph: At the first meeting of the Educational Reserves Commission, Dr. Campbell was elected chairman. It was stated that the reserves in the province amounted to 34,000 acres, which are allotted thus—21,000 acres for primary education, and 9,000 secondary.: [6, 339, 153, 389]
- circus-body: Another Complete Change of Programme. The choicest collings from our extensive repertoire, concluding with that beautiful historical Equestrian Drama, entitled DICK TURPIN'S RIDE TO YORK, Or the Death of Black Bess. The whole mounted, caparisoned, and produced as it has never been before in this city. Come and see the fun. The droll Benhamo in "Ring the Bell Sammy." Bring the children to see the Pantomime. Prices as usual. Reserved seats at G. F. Bunz.: [800, 1424, 947, 1505]
- article-paragraph: Sergeant-at-Arms, £250. Mr SWANSON moved that the item be struck out, but it was retained. Reader, £150.: [481, 821, 630, 847]
- circus-subtitle: TO-NIGHT! TO-NIGHT!: [812, 1408, 935, 1421]
- article-paragraph: Prosecutions for treasonable language continue in Berlin, and meetings are frequently interrupted by the police. All persons wishing to reside in Berlin must be provided with passports or papers of legitimation. The new Legislative measures to be adopted against Social democracy are now under the consideration of the Minister of Justice and the Interior.: [6, 1309, 153, 1375]
- article-paragraph: Commenting on a late speech of Victoria's Ministerial scandal, the "Australasian" says:—: [481, 1435, 630, 1453]
- crown-lands-signature: T. PEPPERELL, Land Agent, Hereford street.: [979, 1507, 1108, 1516]
- section-rule: [20, 1218, 139, 1219]
- article-paragraph: The prospect of an agreement, at one time thought possible, between the Emperor of Germany and the Pope has now apparently disappeared.: [164, 570, 312, 604]
- section-caption: EVENING SITTING.: [523, 553, 588, 563]
- article-paragraph: Penny savings banks at schools and factories are to be established, and the necessary forms are being printed.: [481, 1125, 630, 1151]
- article-paragraph: Mr BALLANCE explained that the Treasury had only £50,000 left, and in another day or so there would be no funds at the Bank.: [481, 486, 630, 512]
- insurance-body: The Company is now prepared to undertake FIRE and MARINE RISKS at the LOWEST CURRENT RATES at the Temporary Offices until removed to premises Chrystall and Co.: [958, 714, 1108, 748]
- section-heading: REFORM OR SEDITION?: [507, 1400, 604, 1434]
- article-paragraph: Perhaps, I'm not, perhaps, a high authority on ecclesiastical matters, but in every part of the world I have yet visited I've noticed the Church of England always the best in the field, and the richer the members of the congregation the cheaper they like to buy their gospel. The liberal rendering they take out of the text, which says that we can get it without money and without price is laughed to observe. It has often been a mystery to me how some reverend gentlemen contrive to make ends meet, particularly those with large families; somehow, ministers, as you may have observed, always do seem to have large families.: [164, 1095, 312, 1202]
- crown-lands-sub: THE Undersigned being well acquainted with the district has some: [963, 1382, 1103, 1399]
- article-paragraph: FREE RAILWAY PASSES. Mr PYKE gave notice to move for a return of the number of free railway passes issued.: [322, 1232, 471, 1258]
- article-paragraph: Col. Brett has been rising to a breach of privilege. The breach was an article referring to the character of another member. Are these a member suggested he should read the article in question. I trust the course of procedure is not likely to obtain. If every article written on hon. members, and decried by them unpleasant, is to be read aloud for the benefit of the House, the session is likely to be a very prolonged one. I should like to know very much why the way what does constitute a breach of privilege. For instance there is one gentleman in the House who speaks of being in "bigotomania." Would it be a breach of privilege if one were to hazard an opinion that he would be a first class man to keep out of any educational commission.: [322, 511, 471, 642]
- article-paragraph: 'But if Sidney is not with you, where can she be?' I exclaimed anxiously; 'she is not at home.': [799, 501, 948, 519]
- circus-advert: [799, 1357, 948, 1525]
- article-paragraph: Several British troopships have recently gone to Malta, but their ultimate destination is unknown. A rumour is also current—but at present unauthenticated and unconfirmed—that the Indian troops now at Malta may be transferred to Alexandretta or to Cyprus.: [164, 520, 312, 570]
- section-subheading: [FROM THE PRESS.]: [198, 916, 278, 924]
- section-caption: BILLS ADVANCED.: [364, 960, 429, 970]
- insurance-body: At the expiration of the first financial period of the Company, the Directors will offer to persons who may have previously insured, the right of taking up at par (viz. on payment of the called-up capital only, which will not exceed ten per cent. of the RESERVED SHARES FOR EVERY £1 OF INSURANCE PREMIUM PAID BY THEM whether for Fire or Marine risks.: [958, 649, 1108, 715]
- for-sale-list: 40 Acres at Oxford · 220 do Weedons · 2 do Lower Avonside · 12 do do · 10 do do · 30 do do · 30 do do · 70 do Hillsborough and other properties · 5 do do · 2 do do · 20 do do: [959, 1251, 1107, 1284]
- masthead: THE GLOBE, SATURDAY, AUGUST 17, 188.: [263, 3, 851, 30]
- insurance-capital: Two Millions Sterling.: [988, 275, 1078, 309]
- article-paragraph: Riots have occurred at Zurich at the instigation of persons taking part in Roman Catholic processions, which were repressed by the military, but not until Hefazei persons were killed and a Jewish synagogue and several shops were sacked. Several anarchists were among the arrested.: [6, 1374, 153, 1433]
